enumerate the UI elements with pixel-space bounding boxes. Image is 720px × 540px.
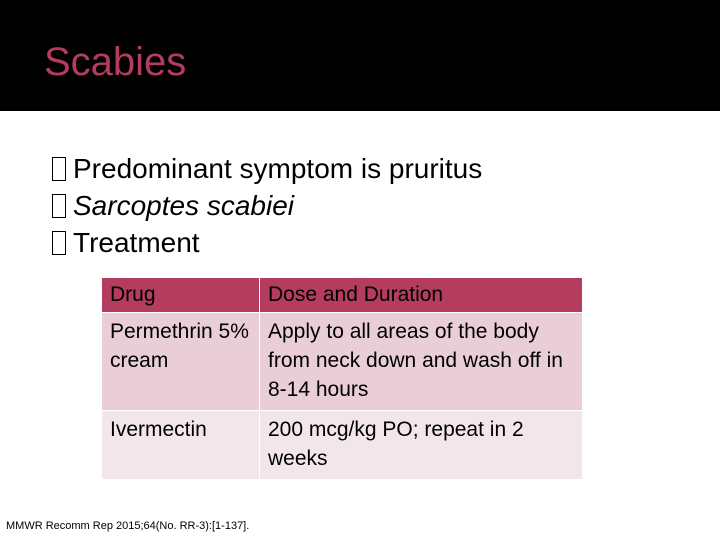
square-box-icon [52, 157, 66, 181]
bullet-item [52, 150, 482, 187]
title-bar [0, 0, 720, 111]
dose-cell: Apply to all areas of the body from neck down and wash off in 8-14 hours [260, 313, 583, 411]
bullet-text: Sarcoptes scabiei [73, 189, 295, 221]
table-header-row [102, 278, 583, 313]
table-row [102, 313, 583, 411]
header-dose-duration: Dose and Duration [260, 278, 583, 313]
bullet-list [52, 150, 482, 261]
drug-cell: Permethrin 5% cream [102, 313, 260, 411]
square-box-icon [52, 231, 66, 255]
bullet-text: Predominant symptom is pruritus [73, 152, 483, 184]
citation: MMWR Recomm Rep 2015;64(No. RR-3):[1-137]. [6, 520, 250, 532]
bullet-item [52, 224, 482, 261]
bullet-item [52, 187, 482, 224]
dose-cell: 200 mcg/kg PO; repeat in 2 weeks [260, 411, 583, 480]
slide-title: Scabies [44, 40, 187, 84]
table-row [102, 411, 583, 480]
square-box-icon [52, 194, 66, 218]
treatment-table [101, 277, 583, 480]
drug-cell: Ivermectin [102, 411, 260, 480]
header-drug: Drug [102, 278, 260, 313]
bullet-text: Treatment [73, 226, 200, 258]
